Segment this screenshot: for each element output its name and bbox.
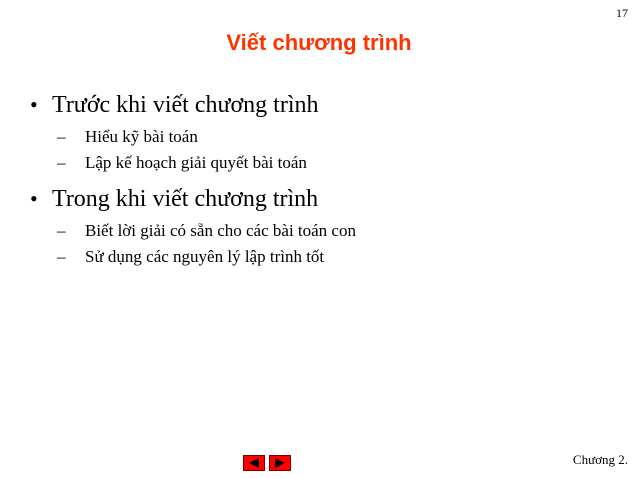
sub-bullet-text: Lập kế hoạch giải quyết bài toán bbox=[85, 153, 307, 172]
bullet-dot-icon: • bbox=[30, 92, 38, 117]
sub-bullet-text: Sử dụng các nguyên lý lập trình tốt bbox=[85, 247, 325, 266]
bullet-dot-icon: • bbox=[30, 186, 38, 211]
bullet-text: Trước khi viết chương trình bbox=[52, 92, 319, 118]
sub-bullet-text: Biết lời giải có sẵn cho các bài toán con bbox=[85, 221, 356, 240]
sub-list bbox=[30, 218, 620, 270]
dash-icon: – bbox=[57, 153, 66, 172]
previous-slide-button[interactable] bbox=[243, 455, 265, 471]
dash-icon: – bbox=[57, 221, 66, 240]
bullet-level-1 bbox=[30, 182, 620, 216]
slide-content bbox=[30, 88, 620, 276]
bullet-level-2 bbox=[30, 218, 620, 244]
footer-chapter: Chương 2. bbox=[572, 452, 628, 467]
bullet-item bbox=[30, 182, 620, 270]
dash-icon: – bbox=[57, 127, 66, 146]
bullet-item bbox=[30, 88, 620, 176]
next-slide-button[interactable] bbox=[269, 455, 291, 471]
sub-list bbox=[30, 124, 620, 176]
bullet-level-1 bbox=[30, 88, 620, 122]
dash-icon: – bbox=[57, 247, 66, 266]
bullet-level-2 bbox=[30, 244, 620, 270]
bullet-level-2 bbox=[30, 124, 620, 150]
right-triangle-icon bbox=[274, 458, 286, 468]
left-triangle-icon bbox=[248, 458, 260, 468]
slide-title: Viết chương trình bbox=[226, 30, 412, 55]
bullet-text: Trong khi viết chương trình bbox=[52, 186, 319, 212]
page-number: 17 bbox=[616, 6, 628, 20]
bullet-level-2 bbox=[30, 150, 620, 176]
slide-navigation bbox=[243, 455, 291, 471]
sub-bullet-text: Hiểu kỹ bài toán bbox=[85, 127, 198, 146]
